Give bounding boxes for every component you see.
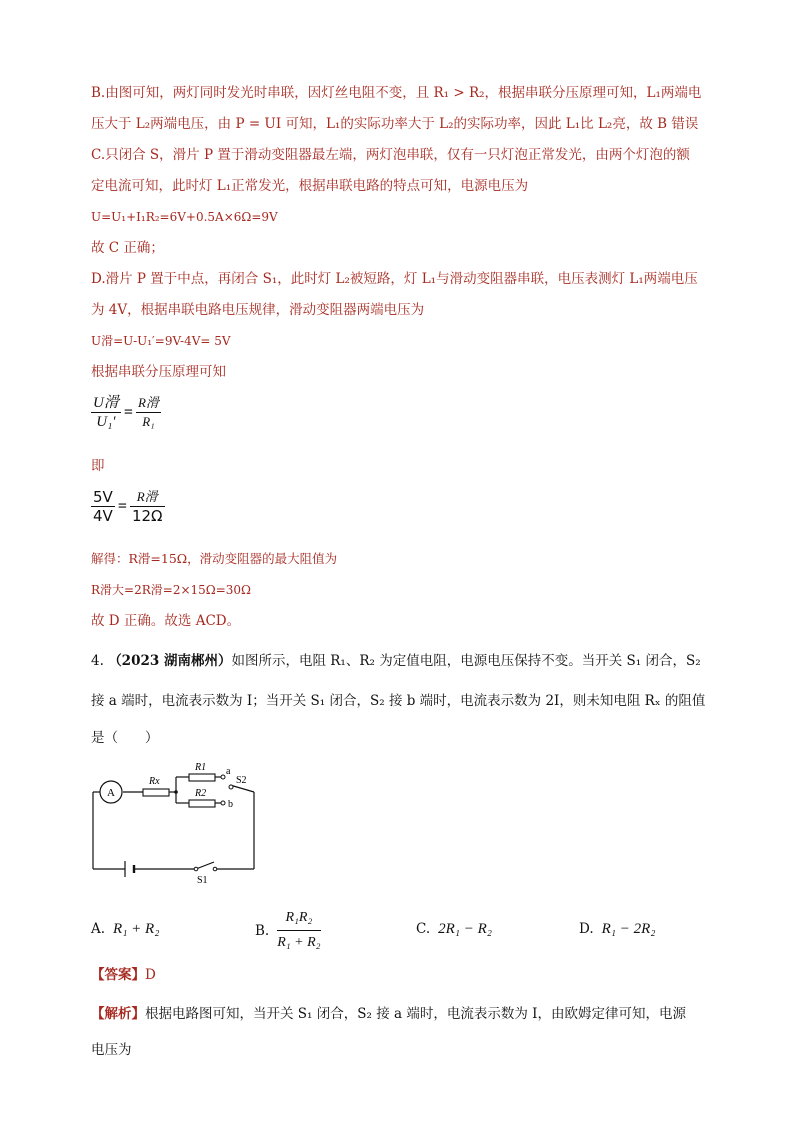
r1-label: R1	[195, 762, 207, 773]
ammeter-label: A	[107, 787, 115, 799]
option-c-label: C.	[416, 921, 431, 937]
option-d-label: D.	[579, 921, 594, 937]
analysis-line-1	[91, 1002, 686, 1026]
answer-line	[91, 965, 156, 985]
option-d-line-1: D.滑片 P 置于中点，再闭合 S₁，此时灯 L₂被短路，灯 L₁与滑动变阻器串联，电压表测灯 L₁两端电压	[91, 271, 698, 287]
analysis-tag: 【解析】	[91, 1006, 145, 1022]
fraction-numerator: R滑	[137, 395, 159, 410]
question-line-2: 接 a 端时，电流表示数为 I；当开关 S₁ 闭合，S₂ 接 b 端时，电流表示数为 2I，则未知电阻 Rₓ 的阻值	[91, 693, 706, 709]
circuit-diagram	[88, 758, 268, 888]
option-c	[416, 919, 492, 939]
option-d-conclusion: 故 D 正确。故选 ACD。	[91, 613, 241, 629]
question-source: （2023 湖南郴州）	[108, 653, 232, 669]
question-line-1	[91, 649, 701, 673]
resistor-r1	[189, 774, 215, 781]
option-d-then: 即	[91, 458, 105, 474]
option-d-line-2: 为 4V，根据串联电路电压规律，滑动变阻器两端电压为	[91, 302, 425, 318]
option-c-formula: U=U₁+I₁R₂=6V+0.5A×6Ω=9V	[91, 210, 278, 224]
analysis-line-2: 电压为	[91, 1042, 132, 1058]
solution-line: 解得：R滑=15Ω，滑动变阻器的最大阻值为	[91, 551, 338, 566]
option-b-label: B.	[255, 922, 270, 939]
fraction-numerator: 5V	[93, 488, 113, 506]
option-a-label: A.	[91, 921, 106, 937]
ratio-equation-1: $\frac{\text{U滑}}{\text{U₁′}}$ = $\frac{\text{R滑}}{\text{R₁}}$	[93, 395, 159, 430]
option-c-line-2: 定电流可知，此时灯 L₁正常发光，根据串联电路的特点可知，电源电压为	[91, 178, 529, 194]
option-b-numerator: R₁R₂	[285, 910, 313, 925]
question-line-3: 是（ ）	[91, 730, 159, 746]
answer-tag: 【答案】	[91, 967, 145, 983]
option-d-expression: R₁ − 2R₂	[601, 921, 656, 937]
switch-s2-label: S2	[236, 775, 247, 786]
option-d-formula: U滑=U-U₁′=9V-4V= 5V	[91, 334, 231, 348]
option-c-conclusion: 故 C 正确；	[91, 240, 164, 256]
question-number: 4.	[91, 653, 104, 669]
rx-label: Rx	[149, 776, 160, 787]
switch-s1-label: S1	[197, 875, 208, 886]
question-text-1: 如图所示，电阻 R₁、R₂ 为定值电阻，电源电压保持不变。当开关 S₁ 闭合，S₂	[231, 653, 701, 669]
fraction-denominator: R₁	[142, 414, 155, 429]
option-a-expression: R₁ + R₂	[113, 921, 160, 937]
option-b-line-1: B.由图可知，两灯同时发光时串联，因灯丝电阻不变，且 R₁ > R₂，根据串联分压原理可知，L₁两端电	[91, 85, 702, 101]
analysis-text-1: 根据电路图可知，当开关 S₁ 闭合，S₂ 接 a 端时，电流表示数为 I，由欧姆定律可知，电源	[145, 1006, 686, 1022]
terminal-a-label: a	[226, 766, 231, 777]
option-d-line-3: 根据串联分压原理可知	[91, 364, 226, 380]
option-b	[255, 908, 321, 953]
fraction-numerator: U滑	[93, 395, 119, 411]
option-c-line-1: C.只闭合 S，滑片 P 置于滑动变阻器最左端，两灯泡串联，仅有一只灯泡正常发光，由两个灯泡的额	[91, 147, 690, 163]
resistor-r2	[189, 800, 215, 807]
max-resistance-formula: R滑大=2R滑=2×15Ω=30Ω	[91, 583, 251, 597]
terminal-b-label: b	[228, 799, 233, 810]
option-d	[579, 919, 656, 939]
option-c-expression: 2R₁ − R₂	[438, 921, 493, 937]
fraction-denominator: 12Ω	[131, 507, 163, 525]
fraction-denominator: 4V	[93, 507, 113, 525]
option-a	[91, 919, 159, 939]
option-b-line-2: 压大于 L₂两端电压，由 P = UI 可知，L₁的实际功率大于 L₂的实际功率，因此 L₁比 L₂亮，故 B 错误	[91, 116, 699, 132]
resistor-rx	[143, 789, 169, 796]
fraction-numerator: R滑	[136, 489, 158, 504]
option-b-denominator: R₁ + R₂	[277, 935, 321, 950]
fraction-denominator: U₁′	[96, 414, 116, 430]
ratio-equation-2: $\frac{5V}{4V}$ = $\frac{\text{R滑}}{12\Omega}$	[93, 488, 163, 525]
answer-value: D	[145, 967, 156, 983]
r2-label: R2	[195, 788, 207, 799]
